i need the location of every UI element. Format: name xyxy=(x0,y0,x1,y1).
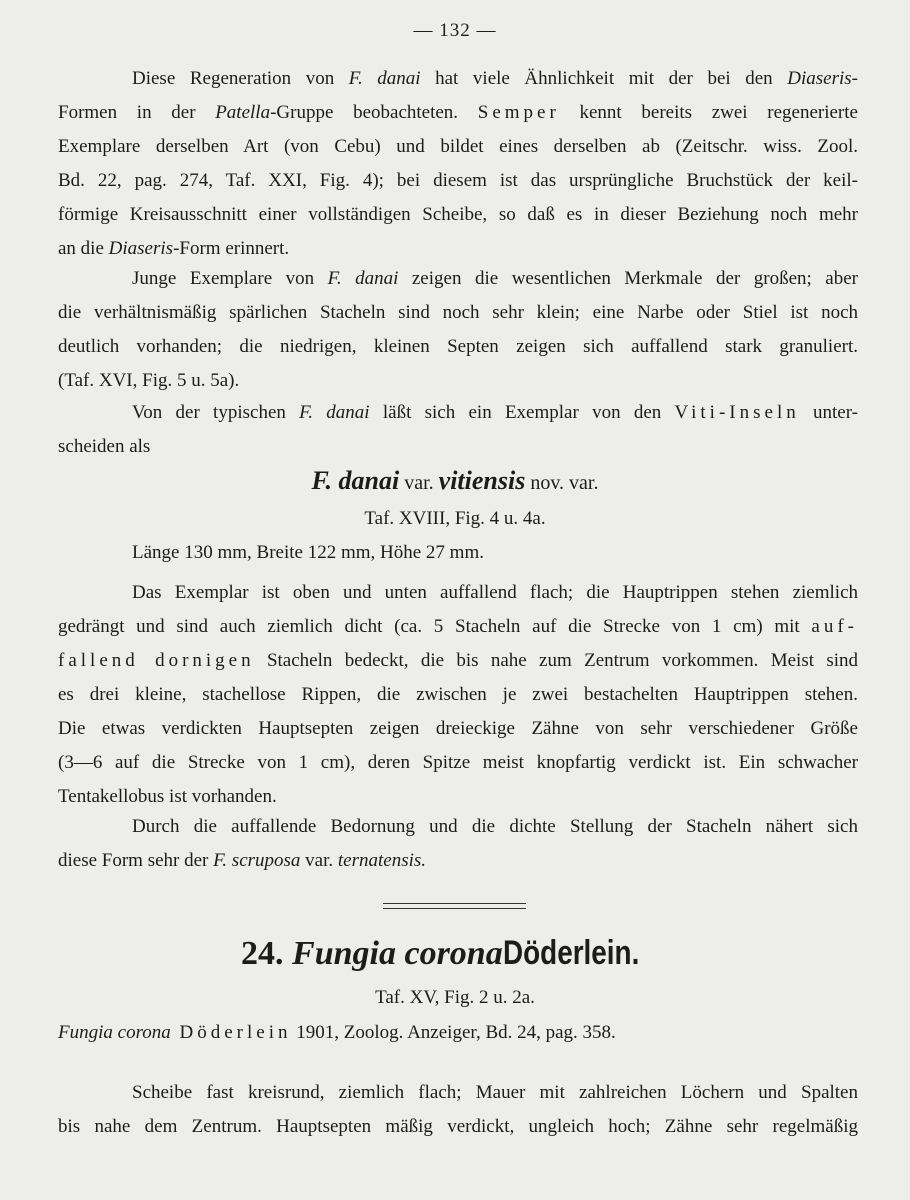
text-line: (3—6 auf die Strecke von 1 cm), deren Spitze meist knopfartig verdickt ist. Ein schwacher xyxy=(58,752,858,773)
text-line: deutlich vorhanden; die niedrigen, kleinen Septen zeigen sich auffallend stark granuliert. xyxy=(58,336,858,357)
text-line: Scheibe fast kreisrund, ziemlich flach; Mauer mit zahlreichen Löchern und Spalten xyxy=(132,1082,858,1103)
text-line: Von der typischen F. danai läßt sich ein Exemplar von den Viti-Inseln unter- xyxy=(132,402,858,423)
text-line: Junge Exemplare von F. danai zeigen die wesentlichen Merkmale der großen; aber xyxy=(132,268,858,289)
text-line: bis nahe dem Zentrum. Hauptsepten mäßig verdickt, ungleich hoch; Zähne sehr regelmäßig xyxy=(58,1116,858,1137)
paragraph-regeneration xyxy=(58,62,858,266)
text-line: (Taf. XVI, Fig. 5 u. 5a). xyxy=(58,370,240,391)
paragraph-young-specimens xyxy=(58,262,858,398)
paragraph-species-description xyxy=(58,1076,858,1144)
text-line: Durch die auffallende Bedornung und die dichte Stellung der Stacheln nähert sich xyxy=(132,816,858,837)
text-line: diese Form sehr der F. scruposa var. ternatensis. xyxy=(58,850,427,871)
variety-measurements: Länge 130 mm, Breite 122 mm, Höhe 27 mm. xyxy=(132,542,484,563)
paragraph-comparison xyxy=(58,810,858,878)
text-line: Das Exemplar ist oben und unten auffallend flach; die Hauptrippen stehen ziemlich xyxy=(132,582,858,603)
species-heading: 24. Fungia coronaDöderlein. xyxy=(241,934,640,972)
page-number: — 132 — xyxy=(413,20,497,41)
text-line: Diese Regeneration von F. danai hat viele Ähnlichkeit mit der bei den Diaseris- xyxy=(132,68,858,89)
text-line: an die Diaseris-Form erinnert. xyxy=(58,238,290,259)
species-plate-ref: Taf. XV, Fig. 2 u. 2a. xyxy=(375,987,535,1008)
text-line: Exemplare derselben Art (von Cebu) und bildet eines derselben ab (Zeitschr. wiss. Zool. xyxy=(58,136,858,157)
section-divider xyxy=(383,903,526,904)
paragraph-description xyxy=(58,576,858,814)
text-line: Formen in der Patella-Gruppe beobachteten. Semper kennt bereits zwei regenerierte xyxy=(58,102,858,123)
text-line: förmige Kreisausschnitt einer vollständigen Scheibe, so daß es in dieser Beziehung noch mehr xyxy=(58,204,858,225)
text-line: scheiden als xyxy=(58,436,151,457)
text-line: Tentakellobus ist vorhanden. xyxy=(58,786,277,807)
section-divider xyxy=(383,908,526,909)
text-line: Bd. 22, pag. 274, Taf. XXI, Fig. 4); bei diesem ist das ursprüngliche Bruchstück der keil- xyxy=(58,170,858,191)
paragraph-viti-specimen xyxy=(58,396,858,464)
species-reference: Fungia corona Döderlein 1901, Zoolog. Anzeiger, Bd. 24, pag. 358. xyxy=(58,1022,616,1043)
text-line: die verhältnismäßig spärlichen Stacheln sind noch sehr klein; eine Narbe oder Stiel ist noch xyxy=(58,302,858,323)
text-line: gedrängt und sind auch ziemlich dicht (ca. 5 Stacheln auf die Strecke von 1 cm) mit auf- xyxy=(58,616,858,637)
text-line: Die etwas verdickten Hauptsepten zeigen dreieckige Zähne von sehr verschiedener Größe xyxy=(58,718,858,739)
variety-plate-ref: Taf. XVIII, Fig. 4 u. 4a. xyxy=(364,508,546,529)
text-line: fallend dornigen Stacheln bedeckt, die bis nahe zum Zentrum vorkommen. Meist sind xyxy=(58,650,858,671)
variety-heading: F. danai var. vitiensis nov. var. xyxy=(311,466,599,495)
text-line: es drei kleine, stachellose Rippen, die zwischen je zwei bestachelten Hauptrippen stehen. xyxy=(58,684,858,705)
